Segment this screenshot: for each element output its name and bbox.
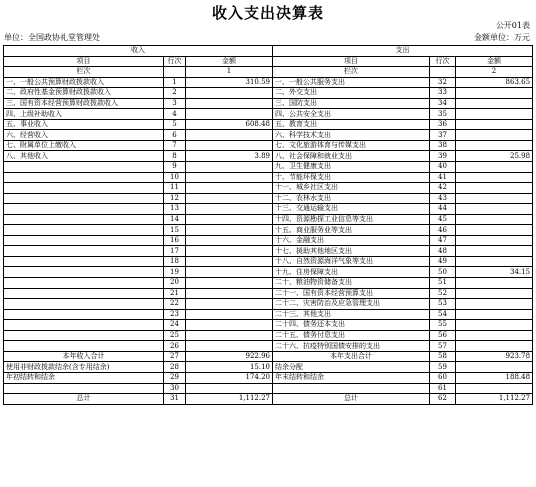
income-amount-cell: [186, 341, 273, 352]
table-row: [4, 88, 533, 99]
table-row: [4, 267, 533, 278]
table-row: [4, 140, 533, 151]
income-item-cell: 二、政府性基金预算财政拨款收入: [4, 88, 164, 99]
table-row: [4, 278, 533, 289]
expense-item-cell: 十一、城乡社区支出: [273, 183, 430, 194]
expense-item-cell: 十二、农林水支出: [273, 193, 430, 204]
table-row: [4, 172, 533, 183]
expense-amount-cell: [456, 330, 533, 341]
total-row: [4, 372, 533, 383]
expense-item-cell: 十四、资源勘探工业信息等支出: [273, 214, 430, 225]
expense-amount-cell: 863.65: [456, 77, 533, 88]
expense-amount-cell: [456, 383, 533, 394]
income-amount-cell: 15.10: [186, 362, 273, 373]
expense-item-cell: 九、卫生健康支出: [273, 162, 430, 173]
expense-amount-cell: [456, 130, 533, 141]
expense-amount-cell: [456, 140, 533, 151]
income-line-cell: 11: [164, 183, 186, 194]
income-amount-cell: [186, 278, 273, 289]
column-header-row: [4, 56, 533, 67]
expense-line-cell: 34: [430, 98, 456, 109]
income-amount-cell: 1,112.27: [186, 394, 273, 405]
income-item-cell: [4, 172, 164, 183]
expense-item-cell: 四、公共安全支出: [273, 109, 430, 120]
expense-line-cell: 58: [430, 351, 456, 362]
statement-body: [4, 46, 533, 405]
expense-item-cell: 一、一般公共服务支出: [273, 77, 430, 88]
income-item-cell: [4, 341, 164, 352]
income-amount-cell: [186, 383, 273, 394]
expense-item-cell: 总计: [273, 394, 430, 405]
income-line-cell: 12: [164, 193, 186, 204]
income-line-cell: 25: [164, 330, 186, 341]
income-line-cell: 24: [164, 320, 186, 331]
income-amount-cell: [186, 193, 273, 204]
income-line-cell: 23: [164, 309, 186, 320]
expense-line-cell: 41: [430, 172, 456, 183]
income-line-cell: 27: [164, 351, 186, 362]
table-row: [4, 330, 533, 341]
table-row: [4, 225, 533, 236]
expense-item-cell: 五、教育支出: [273, 119, 430, 130]
expense-line-cell: 45: [430, 214, 456, 225]
expense-section-header: 支出: [273, 46, 533, 57]
income-line-header: 行次: [164, 56, 186, 67]
income-line-cell: 22: [164, 299, 186, 310]
expense-amount-cell: [456, 162, 533, 173]
income-item-cell: [4, 288, 164, 299]
income-item-cell: [4, 193, 164, 204]
income-line-cell: 2: [164, 88, 186, 99]
expense-amount-cell: 1,112.27: [456, 394, 533, 405]
expense-amount-cell: [456, 278, 533, 289]
table-row: [4, 109, 533, 120]
expense-amount-cell: [456, 256, 533, 267]
income-section-header: 收入: [4, 46, 273, 57]
expense-amount-cell: [456, 109, 533, 120]
income-item-cell: [4, 162, 164, 173]
expense-item-cell: 二十二、灾害防治及应急管理支出: [273, 299, 430, 310]
expense-col-blank: [430, 67, 456, 78]
income-item-cell: [4, 235, 164, 246]
income-item-cell: 使用非财政拨款结余(含专用结余): [4, 362, 164, 373]
expense-line-cell: 56: [430, 330, 456, 341]
income-item-cell: [4, 383, 164, 394]
table-row: [4, 320, 533, 331]
expense-amount-cell: [456, 193, 533, 204]
income-item-cell: [4, 309, 164, 320]
income-item-cell: [4, 330, 164, 341]
table-row: [4, 193, 533, 204]
income-line-cell: 31: [164, 394, 186, 405]
income-item-cell: [4, 204, 164, 215]
expense-item-cell: 二十四、债务还本支出: [273, 320, 430, 331]
expense-line-cell: 51: [430, 278, 456, 289]
income-item-cell: 一、一般公共预算财政拨款收入: [4, 77, 164, 88]
column-index-row: [4, 67, 533, 78]
table-row: [4, 98, 533, 109]
expense-amount-cell: [456, 204, 533, 215]
expense-line-cell: 49: [430, 256, 456, 267]
statement-table: [3, 45, 533, 405]
income-item-cell: 本年收入合计: [4, 351, 164, 362]
expense-col-label: 栏次: [273, 67, 430, 78]
total-row: [4, 351, 533, 362]
income-line-cell: 15: [164, 225, 186, 236]
table-row: [4, 309, 533, 320]
income-line-cell: 28: [164, 362, 186, 373]
income-col-index: 1: [186, 67, 273, 78]
expense-line-header: 行次: [430, 56, 456, 67]
expense-amount-cell: [456, 320, 533, 331]
income-amount-cell: 922.96: [186, 351, 273, 362]
expense-line-cell: 33: [430, 88, 456, 99]
expense-item-cell: 二十、粮油物资储备支出: [273, 278, 430, 289]
income-amount-cell: [186, 98, 273, 109]
expense-line-cell: 60: [430, 372, 456, 383]
expense-item-cell: 十九、住房保障支出: [273, 267, 430, 278]
income-amount-cell: [186, 172, 273, 183]
expense-amount-cell: [456, 225, 533, 236]
expense-line-cell: 61: [430, 383, 456, 394]
income-line-cell: 17: [164, 246, 186, 257]
income-col-blank: [164, 67, 186, 78]
expense-item-cell: 八、社会保障和就业支出: [273, 151, 430, 162]
unit-name: 单位：全国政协礼堂管理处: [4, 33, 100, 42]
income-item-cell: 三、国有资本经营预算财政拨款收入: [4, 98, 164, 109]
expense-line-cell: 47: [430, 235, 456, 246]
income-item-cell: 八、其他收入: [4, 151, 164, 162]
expense-amount-cell: [456, 119, 533, 130]
expense-line-cell: 62: [430, 394, 456, 405]
income-item-cell: 总计: [4, 394, 164, 405]
income-amount-cell: [186, 309, 273, 320]
income-item-header: 项目: [4, 56, 164, 67]
income-amount-cell: [186, 330, 273, 341]
income-item-cell: [4, 225, 164, 236]
income-amount-cell: [186, 246, 273, 257]
income-amount-cell: [186, 288, 273, 299]
income-item-cell: [4, 214, 164, 225]
income-item-cell: [4, 256, 164, 267]
income-item-cell: [4, 299, 164, 310]
expense-line-cell: 35: [430, 109, 456, 120]
expense-line-cell: 36: [430, 119, 456, 130]
income-line-cell: 4: [164, 109, 186, 120]
expense-line-cell: 43: [430, 193, 456, 204]
income-line-cell: 18: [164, 256, 186, 267]
income-amount-cell: [186, 162, 273, 173]
table-row: [4, 119, 533, 130]
income-amount-cell: [186, 256, 273, 267]
expense-line-cell: 38: [430, 140, 456, 151]
income-item-cell: 六、经营收入: [4, 130, 164, 141]
table-row: [4, 299, 533, 310]
expense-line-cell: 55: [430, 320, 456, 331]
expense-amount-cell: [456, 88, 533, 99]
income-line-cell: 26: [164, 341, 186, 352]
total-row: [4, 383, 533, 394]
expense-amount-cell: [456, 246, 533, 257]
income-col-label: 栏次: [4, 67, 164, 78]
page-title: 收入支出决算表: [211, 4, 324, 22]
table-row: [4, 77, 533, 88]
table-row: [4, 246, 533, 257]
income-line-cell: 7: [164, 140, 186, 151]
expense-amount-cell: [456, 172, 533, 183]
expense-item-cell: 本年支出合计: [273, 351, 430, 362]
expense-amount-cell: [456, 341, 533, 352]
table-row: [4, 204, 533, 215]
income-item-cell: 七、附属单位上缴收入: [4, 140, 164, 151]
expense-line-cell: 39: [430, 151, 456, 162]
table-row: [4, 256, 533, 267]
income-item-cell: [4, 267, 164, 278]
expense-amount-cell: 188.48: [456, 372, 533, 383]
expense-item-cell: 三、国防支出: [273, 98, 430, 109]
income-amount-cell: 310.59: [186, 77, 273, 88]
form-number: 公开01表: [495, 21, 530, 30]
expense-line-cell: 44: [430, 204, 456, 215]
expense-item-cell: 十五、商业服务业等支出: [273, 225, 430, 236]
income-amount-cell: 174.20: [186, 372, 273, 383]
income-amount-cell: 608.48: [186, 119, 273, 130]
income-amount-cell: 3.89: [186, 151, 273, 162]
expense-amount-cell: [456, 288, 533, 299]
income-line-cell: 3: [164, 98, 186, 109]
expense-line-cell: 52: [430, 288, 456, 299]
total-row: [4, 394, 533, 405]
income-amount-header: 金额: [186, 56, 273, 67]
expense-item-cell: [273, 383, 430, 394]
expense-amount-cell: 923.78: [456, 351, 533, 362]
expense-line-cell: 53: [430, 299, 456, 310]
income-line-cell: 14: [164, 214, 186, 225]
expense-amount-cell: 34.15: [456, 267, 533, 278]
table-row: [4, 235, 533, 246]
table-row: [4, 288, 533, 299]
table-row: [4, 341, 533, 352]
table-row: [4, 162, 533, 173]
expense-line-cell: 42: [430, 183, 456, 194]
income-amount-cell: [186, 204, 273, 215]
expense-amount-header: 金额: [456, 56, 533, 67]
expense-amount-cell: [456, 235, 533, 246]
income-item-cell: 四、上级补助收入: [4, 109, 164, 120]
expense-line-cell: 57: [430, 341, 456, 352]
expense-item-cell: 二十六、抗疫特别国债安排的支出: [273, 341, 430, 352]
income-line-cell: 20: [164, 278, 186, 289]
expense-item-cell: 二十一、国有资本经营预算支出: [273, 288, 430, 299]
income-line-cell: 29: [164, 372, 186, 383]
income-line-cell: 10: [164, 172, 186, 183]
income-item-cell: 年初结转和结余: [4, 372, 164, 383]
income-amount-cell: [186, 88, 273, 99]
income-amount-cell: [186, 320, 273, 331]
expense-item-cell: 结余分配: [273, 362, 430, 373]
expense-item-cell: 年末结转和结余: [273, 372, 430, 383]
expense-line-cell: 59: [430, 362, 456, 373]
expense-line-cell: 37: [430, 130, 456, 141]
expense-item-header: 项目: [273, 56, 430, 67]
table-row: [4, 183, 533, 194]
expense-amount-cell: [456, 309, 533, 320]
expense-amount-cell: [456, 98, 533, 109]
section-header-row: [4, 46, 533, 57]
total-row: [4, 362, 533, 373]
income-line-cell: 8: [164, 151, 186, 162]
expense-item-cell: 六、科学技术支出: [273, 130, 430, 141]
income-line-cell: 6: [164, 130, 186, 141]
expense-amount-cell: [456, 362, 533, 373]
expense-item-cell: 十六、金融支出: [273, 235, 430, 246]
income-amount-cell: [186, 235, 273, 246]
expense-line-cell: 54: [430, 309, 456, 320]
expense-line-cell: 50: [430, 267, 456, 278]
expense-line-cell: 40: [430, 162, 456, 173]
income-amount-cell: [186, 109, 273, 120]
income-amount-cell: [186, 183, 273, 194]
expense-amount-cell: [456, 214, 533, 225]
expense-amount-cell: 25.98: [456, 151, 533, 162]
income-line-cell: 9: [164, 162, 186, 173]
income-amount-cell: [186, 225, 273, 236]
income-line-cell: 19: [164, 267, 186, 278]
table-row: [4, 130, 533, 141]
income-amount-cell: [186, 214, 273, 225]
expense-item-cell: 二十五、债务付息支出: [273, 330, 430, 341]
income-line-cell: 1: [164, 77, 186, 88]
income-amount-cell: [186, 140, 273, 151]
income-line-cell: 13: [164, 204, 186, 215]
expense-item-cell: 十、节能环保支出: [273, 172, 430, 183]
expense-line-cell: 46: [430, 225, 456, 236]
income-item-cell: [4, 246, 164, 257]
income-item-cell: 五、事业收入: [4, 119, 164, 130]
income-line-cell: 30: [164, 383, 186, 394]
unit-row: [4, 33, 530, 43]
amount-unit: 金额单位：万元: [474, 33, 530, 42]
table-row: [4, 214, 533, 225]
expense-item-cell: 十三、交通运输支出: [273, 204, 430, 215]
expense-item-cell: 七、文化旅游体育与传媒支出: [273, 140, 430, 151]
income-amount-cell: [186, 130, 273, 141]
income-item-cell: [4, 183, 164, 194]
table-row: [4, 151, 533, 162]
income-line-cell: 5: [164, 119, 186, 130]
expense-item-cell: 十七、援助其他地区支出: [273, 246, 430, 257]
income-line-cell: 16: [164, 235, 186, 246]
expense-amount-cell: [456, 299, 533, 310]
income-amount-cell: [186, 299, 273, 310]
income-item-cell: [4, 278, 164, 289]
income-amount-cell: [186, 267, 273, 278]
expense-amount-cell: [456, 183, 533, 194]
expense-line-cell: 32: [430, 77, 456, 88]
income-line-cell: 21: [164, 288, 186, 299]
expense-col-index: 2: [456, 67, 533, 78]
expense-item-cell: 十八、自然资源海洋气象等支出: [273, 256, 430, 267]
income-item-cell: [4, 320, 164, 331]
expense-line-cell: 48: [430, 246, 456, 257]
expense-item-cell: 二十三、其他支出: [273, 309, 430, 320]
expense-item-cell: 二、外交支出: [273, 88, 430, 99]
